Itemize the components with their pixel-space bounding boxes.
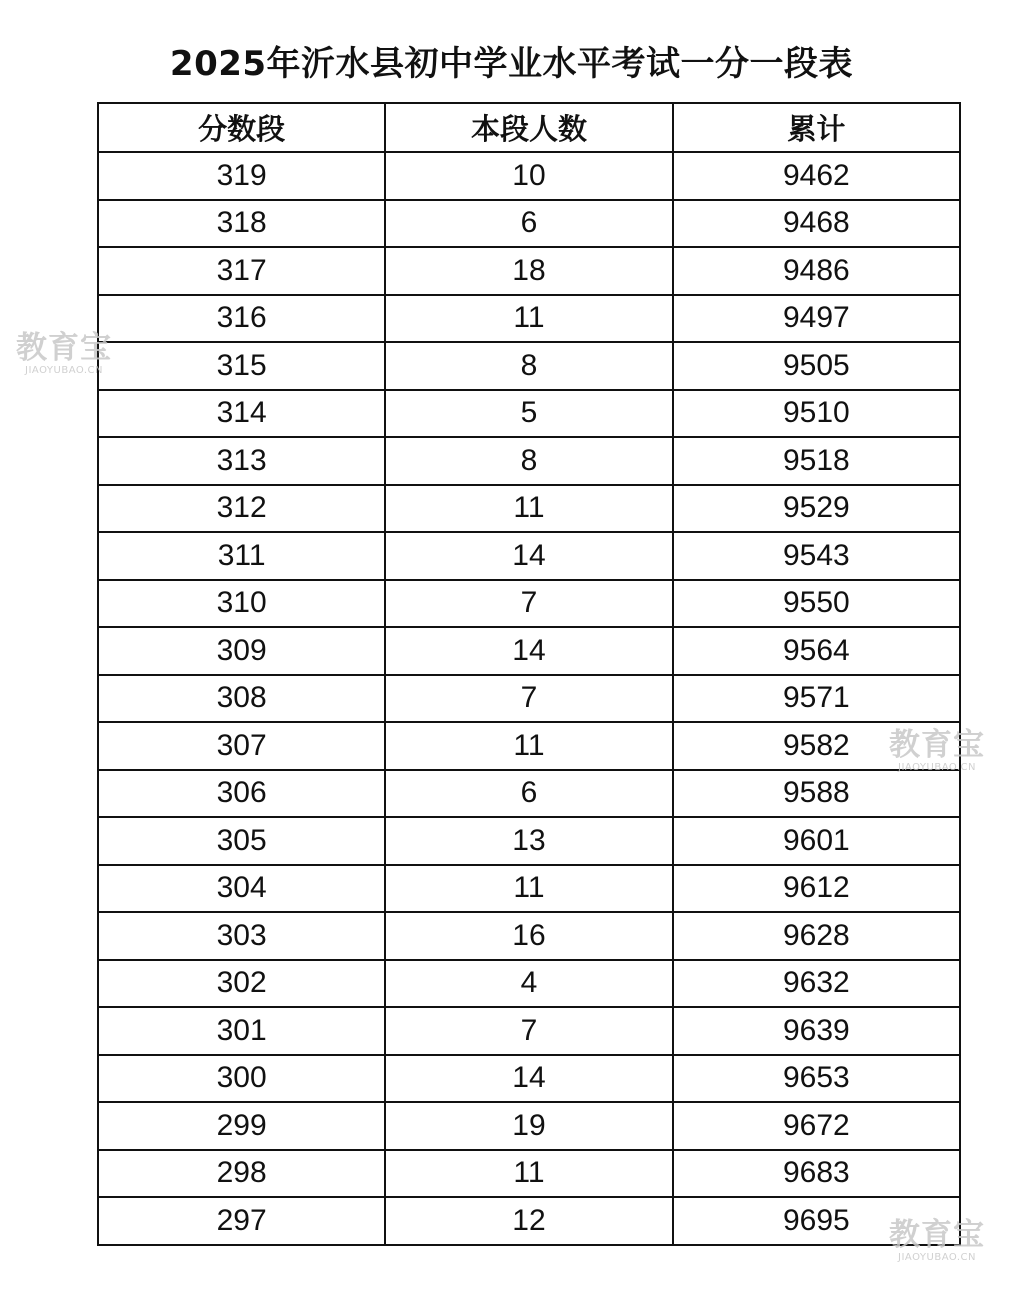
table-row <box>98 485 960 533</box>
table-row <box>98 960 960 1008</box>
cell-cumulative: 9550 <box>673 580 960 628</box>
cell-score: 310 <box>98 580 385 628</box>
table-header-row <box>98 103 960 152</box>
cell-cumulative: 9628 <box>673 912 960 960</box>
cell-cumulative: 9672 <box>673 1102 960 1150</box>
cell-score: 315 <box>98 342 385 390</box>
cell-segment-count: 6 <box>385 200 672 248</box>
cell-segment-count: 19 <box>385 1102 672 1150</box>
cell-cumulative: 9588 <box>673 770 960 818</box>
cell-cumulative: 9468 <box>673 200 960 248</box>
cell-score: 301 <box>98 1007 385 1055</box>
cell-cumulative: 9529 <box>673 485 960 533</box>
cell-cumulative: 9582 <box>673 722 960 770</box>
table-row <box>98 437 960 485</box>
cell-cumulative: 9571 <box>673 675 960 723</box>
cell-segment-count: 8 <box>385 342 672 390</box>
table-row <box>98 152 960 200</box>
cell-segment-count: 16 <box>385 912 672 960</box>
cell-cumulative: 9639 <box>673 1007 960 1055</box>
header-segment-count: 本段人数 <box>385 103 672 152</box>
cell-segment-count: 13 <box>385 817 672 865</box>
table-row <box>98 770 960 818</box>
cell-cumulative: 9601 <box>673 817 960 865</box>
cell-segment-count: 4 <box>385 960 672 1008</box>
cell-segment-count: 12 <box>385 1197 672 1245</box>
cell-score: 314 <box>98 390 385 438</box>
cell-segment-count: 11 <box>385 722 672 770</box>
table-row <box>98 817 960 865</box>
cell-cumulative: 9497 <box>673 295 960 343</box>
cell-score: 311 <box>98 532 385 580</box>
cell-score: 313 <box>98 437 385 485</box>
table-row <box>98 295 960 343</box>
cell-segment-count: 11 <box>385 865 672 913</box>
cell-score: 319 <box>98 152 385 200</box>
cell-score: 302 <box>98 960 385 1008</box>
table-row <box>98 200 960 248</box>
cell-score: 300 <box>98 1055 385 1103</box>
cell-score: 306 <box>98 770 385 818</box>
cell-score: 309 <box>98 627 385 675</box>
page-title: 2025年沂水县初中学业水平考试一分一段表 <box>169 44 854 84</box>
watermark-name: 教育宝 <box>889 727 985 763</box>
cell-segment-count: 5 <box>385 390 672 438</box>
table-row <box>98 247 960 295</box>
cell-segment-count: 10 <box>385 152 672 200</box>
cell-segment-count: 11 <box>385 485 672 533</box>
cell-score: 318 <box>98 200 385 248</box>
cell-score: 304 <box>98 865 385 913</box>
cell-segment-count: 7 <box>385 580 672 628</box>
cell-segment-count: 11 <box>385 1150 672 1198</box>
cell-cumulative: 9632 <box>673 960 960 1008</box>
cell-score: 312 <box>98 485 385 533</box>
watermark-domain: JIAOYUBAO.CN <box>898 762 976 773</box>
cell-cumulative: 9543 <box>673 532 960 580</box>
header-cumulative: 累计 <box>673 103 960 152</box>
table-row <box>98 1055 960 1103</box>
cell-score: 298 <box>98 1150 385 1198</box>
table-row <box>98 1102 960 1150</box>
cell-segment-count: 14 <box>385 627 672 675</box>
watermark-name: 教育宝 <box>16 330 112 366</box>
cell-segment-count: 14 <box>385 1055 672 1103</box>
watermark-domain: JIAOYUBAO.CN <box>898 1252 976 1263</box>
table-row <box>98 342 960 390</box>
cell-cumulative: 9505 <box>673 342 960 390</box>
table-row <box>98 1007 960 1055</box>
table-row <box>98 722 960 770</box>
table-row <box>98 675 960 723</box>
cell-cumulative: 9695 <box>673 1197 960 1245</box>
score-distribution-table <box>97 102 961 1246</box>
table-row <box>98 865 960 913</box>
cell-cumulative: 9612 <box>673 865 960 913</box>
table-row <box>98 580 960 628</box>
cell-cumulative: 9653 <box>673 1055 960 1103</box>
cell-score: 305 <box>98 817 385 865</box>
watermark-name: 教育宝 <box>889 1217 985 1253</box>
table-body <box>98 152 960 1245</box>
cell-score: 307 <box>98 722 385 770</box>
cell-segment-count: 7 <box>385 675 672 723</box>
cell-segment-count: 8 <box>385 437 672 485</box>
cell-score: 297 <box>98 1197 385 1245</box>
cell-segment-count: 11 <box>385 295 672 343</box>
cell-segment-count: 7 <box>385 1007 672 1055</box>
table-row <box>98 532 960 580</box>
cell-score: 299 <box>98 1102 385 1150</box>
cell-score: 303 <box>98 912 385 960</box>
cell-cumulative: 9683 <box>673 1150 960 1198</box>
cell-cumulative: 9510 <box>673 390 960 438</box>
cell-cumulative: 9486 <box>673 247 960 295</box>
table-row <box>98 627 960 675</box>
cell-segment-count: 18 <box>385 247 672 295</box>
cell-segment-count: 6 <box>385 770 672 818</box>
watermark-domain: JIAOYUBAO.CN <box>25 365 103 376</box>
table-row <box>98 1197 960 1245</box>
table-row <box>98 1150 960 1198</box>
cell-score: 316 <box>98 295 385 343</box>
cell-cumulative: 9564 <box>673 627 960 675</box>
cell-segment-count: 14 <box>385 532 672 580</box>
cell-cumulative: 9518 <box>673 437 960 485</box>
table-row <box>98 912 960 960</box>
header-score-range: 分数段 <box>98 103 385 152</box>
cell-cumulative: 9462 <box>673 152 960 200</box>
cell-score: 308 <box>98 675 385 723</box>
table-row <box>98 390 960 438</box>
cell-score: 317 <box>98 247 385 295</box>
